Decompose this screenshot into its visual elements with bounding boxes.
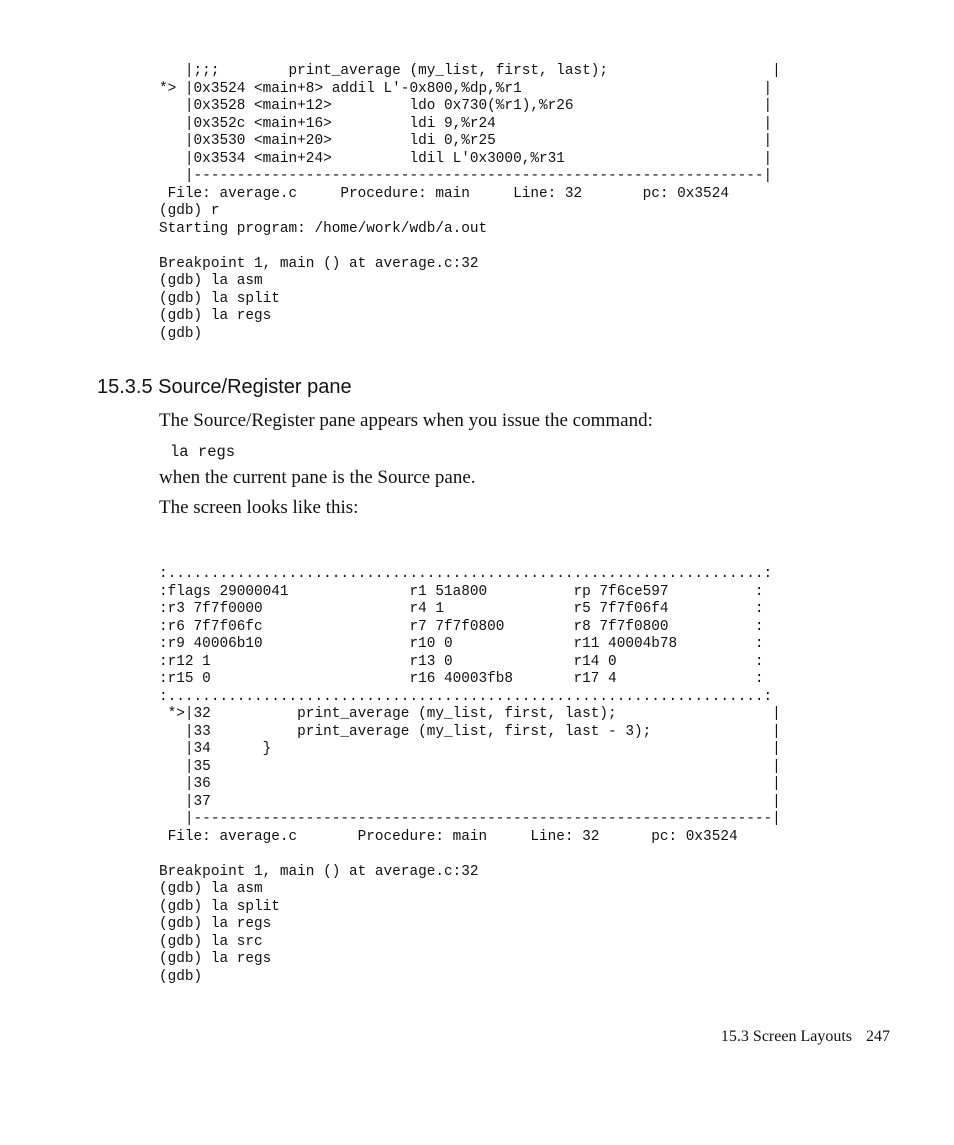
terminal-line: |35 | <box>159 758 781 775</box>
terminal-line: |37 | <box>159 793 781 810</box>
terminal-line: :r12 1 r13 0 r14 0 : <box>159 653 764 670</box>
terminal-line: Starting program: /home/work/wdb/a.out <box>159 220 488 237</box>
terminal-output-top <box>159 63 781 343</box>
command-example: la regs <box>170 443 236 461</box>
terminal-line: :r15 0 r16 40003fb8 r17 4 : <box>159 671 764 687</box>
terminal-line: |33 print_average (my_list, first, last - 3); | <box>159 723 781 740</box>
terminal-line: File: average.c Procedure: main Line: 32 pc: 0x3524 <box>159 828 738 845</box>
terminal-line: :r6 7f7f06fc r7 7f7f0800 r8 7f7f0800 : <box>159 618 764 635</box>
terminal-line: :.....................................................................: <box>159 688 773 705</box>
terminal-line: (gdb) la regs <box>159 308 272 324</box>
terminal-line: Breakpoint 1, main () at average.c:32 <box>159 863 479 880</box>
section-heading: 15.3.5 Source/Register pane <box>97 376 352 398</box>
terminal-line: (gdb) <box>159 968 203 985</box>
terminal-line: |-------------------------------------------------------------------| <box>159 811 781 827</box>
terminal-line: |0x3528 <main+12> ldo 0x730(%r1),%r26 | <box>159 98 773 114</box>
terminal-line: (gdb) <box>159 325 203 342</box>
terminal-line: |------------------------------------------------------------------| <box>159 168 773 184</box>
terminal-line: *>|32 print_average (my_list, first, last); | <box>159 706 781 722</box>
terminal-line: :r9 40006b10 r10 0 r11 40004b78 : <box>159 636 764 652</box>
terminal-line: *> |0x3524 <main+8> addil L'-0x800,%dp,%r1 | <box>159 80 773 97</box>
terminal-line: |36 | <box>159 776 781 792</box>
terminal-line: (gdb) la asm <box>159 273 263 289</box>
terminal-line: (gdb) la split <box>159 898 280 915</box>
terminal-line: :r3 7f7f0000 r4 1 r5 7f7f06f4 : <box>159 601 764 617</box>
terminal-line: |0x3530 <main+20> ldi 0,%r25 | <box>159 133 773 149</box>
screen-intro-paragraph: The screen looks like this: <box>159 497 359 518</box>
terminal-output-bottom <box>159 566 781 986</box>
footer-section: 15.3 Screen Layouts <box>720 1028 852 1045</box>
terminal-line: :.....................................................................: <box>159 566 773 582</box>
terminal-line <box>159 846 781 864</box>
terminal-line: :flags 29000041 r1 51a800 rp 7f6ce597 : <box>159 583 764 600</box>
terminal-line: |34 } | <box>159 741 781 757</box>
terminal-line: (gdb) la regs <box>159 916 272 932</box>
terminal-line: (gdb) la src <box>159 933 263 950</box>
terminal-line: (gdb) la split <box>159 290 280 307</box>
terminal-line: (gdb) la regs <box>159 951 272 967</box>
page-footer <box>721 1028 890 1046</box>
terminal-line: |0x352c <main+16> ldi 9,%r24 | <box>159 115 773 132</box>
intro-paragraph: The Source/Register pane appears when you issue the command: <box>159 410 653 431</box>
terminal-line: (gdb) la asm <box>159 881 263 897</box>
terminal-line: File: average.c Procedure: main Line: 32 pc: 0x3524 <box>159 185 729 202</box>
terminal-line <box>159 238 781 256</box>
terminal-line: (gdb) r <box>159 203 220 219</box>
terminal-line: |;;; print_average (my_list, first, last); | <box>159 63 781 79</box>
terminal-line: |0x3534 <main+24> ldil L'0x3000,%r31 | <box>159 150 773 167</box>
context-paragraph: when the current pane is the Source pane. <box>159 467 476 488</box>
page-number: 247 <box>866 1028 890 1045</box>
terminal-line: Breakpoint 1, main () at average.c:32 <box>159 255 479 272</box>
